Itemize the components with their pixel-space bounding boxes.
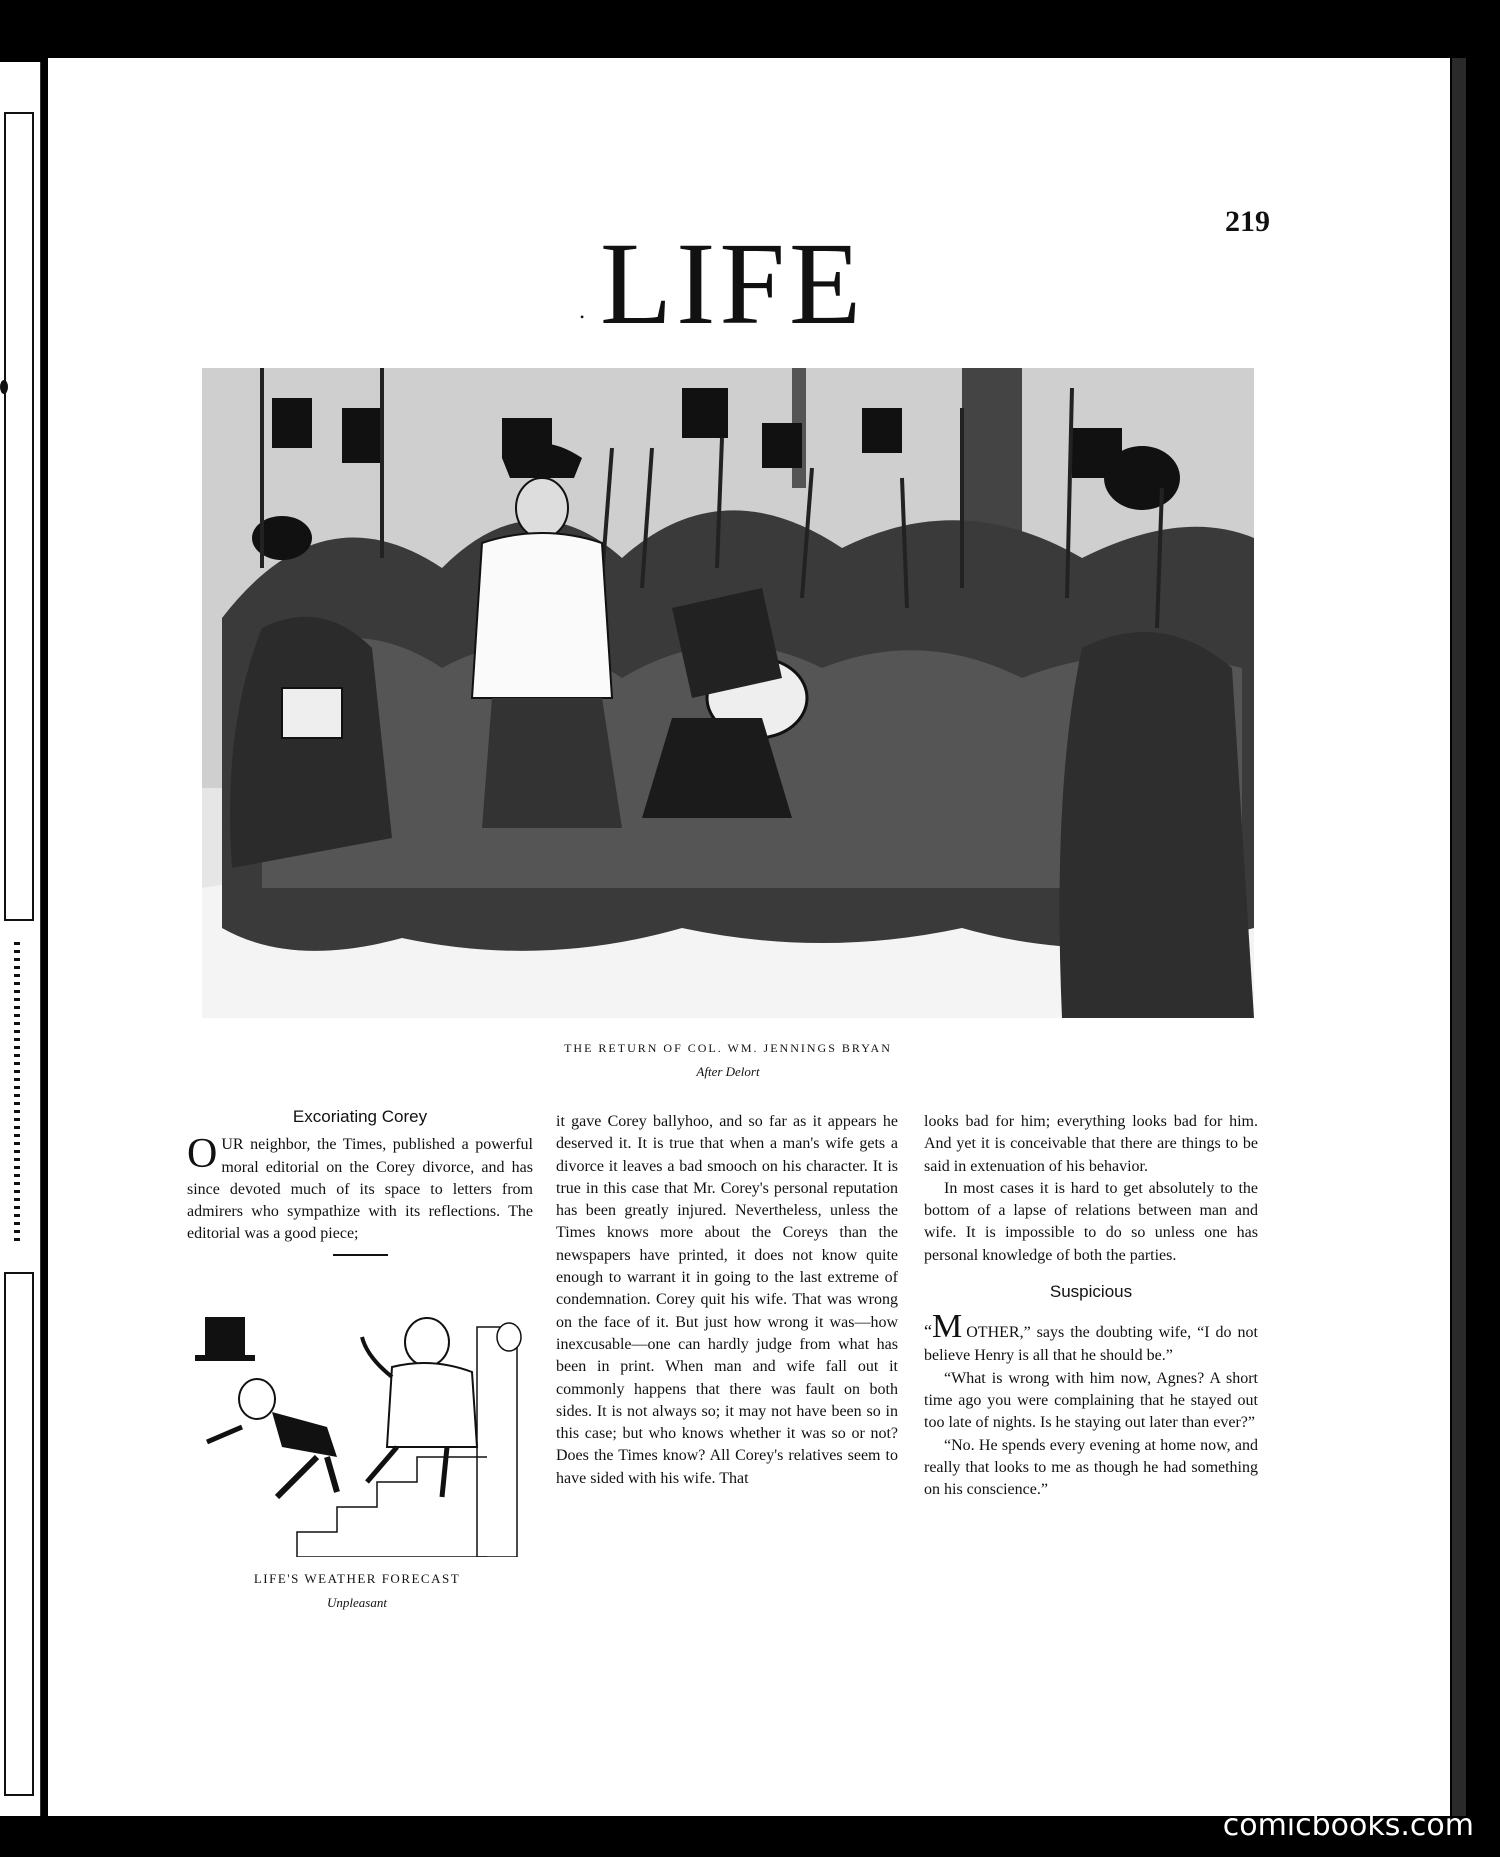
article-column-1 bbox=[187, 1106, 533, 1256]
article-paragraph: “What is wrong with him now, Agnes? A short time ago you were complaining that he stayed out too late of nights. Is he staying out later than ever?” bbox=[924, 1369, 1258, 1432]
article-paragraph: “No. He spends every evening at home now, and really that looks to me as though he had something on his conscience.” bbox=[924, 1436, 1258, 1499]
weather-forecast-cartoon bbox=[187, 1307, 527, 1557]
page-number: 219 bbox=[1225, 205, 1270, 238]
drop-cap: O bbox=[187, 1131, 218, 1178]
article-heading-corey: Excoriating Corey bbox=[292, 1107, 428, 1126]
article-paragraph bbox=[187, 1131, 533, 1245]
cartoon-caption: LIFE'S WEATHER FORECAST bbox=[253, 1571, 461, 1586]
facing-page-edge bbox=[0, 62, 41, 1816]
facing-page-border-lower bbox=[4, 1272, 34, 1796]
article-paragraph: In most cases it is hard to get absolutely to the bottom of a lapse of relations between man and wife. It is impossible to do so unless one has personal knowledge of both the parties. bbox=[924, 1179, 1258, 1264]
masthead: LIFE bbox=[600, 218, 866, 349]
article-heading-suspicious: Suspicious bbox=[1049, 1282, 1133, 1302]
binding-mark bbox=[0, 380, 8, 394]
paragraph-text: UR neighbor, the Times, published a powerful moral editorial on the Corey divorce, and has since devoted much of its space to letters from admirers who sympathize with its reflections. The editorial was a good piece; bbox=[187, 1136, 533, 1243]
article-paragraph: looks bad for him; everything looks bad for him. And yet it is conceivable that there are things to be said in extenuation of his behavior. bbox=[924, 1113, 1258, 1175]
section-divider bbox=[333, 1254, 388, 1256]
cartoon-subcaption: Unpleasant bbox=[327, 1595, 387, 1610]
paragraph-text: OTHER,” says the doubting wife, “I do not believe Henry is all that he should be.” bbox=[924, 1324, 1258, 1365]
drop-cap: M bbox=[932, 1308, 963, 1346]
watermark: comicbooks.com bbox=[1222, 1808, 1474, 1843]
article-paragraph: it gave Corey ballyhoo, and so far as it appears he deserved it. It is true that when a man's wife gets a divorce it leaves a bad smooch on his character. It is true in this case that Mr. Corey's personal reputation has been greatly injured. Nevertheless, unless the Times knows more about the Coreys than the newspapers have printed, it does not know quite enough to warrant it in going to the last extreme of condemnation. Corey quit his wife. That was wrong on the face of it. But just how wrong it was—how inexcusable—one can hardly judge from what has been in print. When man and wife fall out it commonly happens that there was fault on both sides. It is not always so; it may not have been so in this case; but who knows whether it was so or not? Does the Times know? All Corey's relatives seem to have sided with his wife. That bbox=[556, 1113, 898, 1487]
page-edge-shadow bbox=[1452, 58, 1466, 1816]
facing-page-border bbox=[4, 112, 34, 921]
illustration-credit: After Delort bbox=[696, 1064, 760, 1079]
article-column-3 bbox=[924, 1111, 1258, 1501]
article-paragraph bbox=[924, 1309, 1258, 1367]
opening-quote: “ bbox=[924, 1321, 932, 1342]
illustration-caption: THE RETURN OF COL. WM. JENNINGS BRYAN bbox=[564, 1041, 892, 1055]
facing-page-ornament bbox=[14, 942, 20, 1242]
article-column-2 bbox=[556, 1111, 898, 1490]
masthead-dot: • bbox=[580, 310, 585, 324]
cartoon-illustration-bryan bbox=[202, 368, 1254, 1018]
